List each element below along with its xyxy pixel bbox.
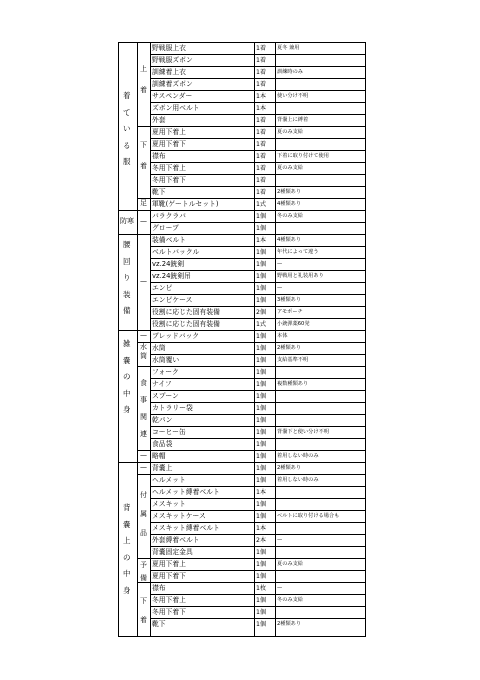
table-row — [150, 486, 366, 498]
table-row — [150, 138, 366, 150]
item-name: ヘルメット縛着ベルト — [152, 488, 220, 496]
item-name: 襟布 — [152, 152, 166, 160]
quantity: 1個 — [256, 549, 267, 556]
item-name: vz.24銃剣吊 — [152, 272, 191, 280]
subgroup-divider — [137, 126, 150, 127]
table-row — [150, 54, 366, 66]
item-name: ズボン用ベルト — [152, 104, 200, 112]
item-name: 背嚢上 — [152, 464, 173, 472]
remark: 下着に取り付けて使用 — [277, 153, 329, 159]
item-name: エンピケース — [152, 296, 193, 304]
remark: 支給基準不明 — [277, 357, 309, 363]
item-name: サスペンダー — [152, 92, 193, 100]
remark: 背嚢上に縛着 — [277, 117, 309, 123]
item-name: コーヒー缶 — [152, 428, 186, 436]
item-name: 水筒覆い — [152, 356, 180, 364]
quantity: 1個 — [256, 477, 267, 484]
quantity: 1個 — [256, 381, 267, 388]
quantity: 2個 — [256, 309, 267, 316]
remark: 夏のみ支給 — [277, 129, 303, 135]
remark: 本体 — [277, 333, 288, 339]
quantity: 1着 — [256, 57, 267, 64]
quantity: 1個 — [256, 513, 267, 520]
remark: 着用しない時のみ — [277, 453, 319, 459]
item-name: フォーク — [152, 368, 179, 376]
item-name: 装備ベルト — [152, 236, 186, 244]
table-row — [150, 594, 366, 606]
table-row — [150, 414, 366, 426]
item-name: バラクラバ — [152, 212, 186, 220]
quantity: 1個 — [256, 453, 267, 460]
table-row — [150, 126, 366, 138]
table-row — [150, 246, 366, 258]
quantity: 1個 — [256, 213, 267, 220]
table-row — [150, 402, 366, 414]
remark: ベルトに取り付ける場合も — [277, 513, 340, 519]
category-sundry: 雑 嚢 の 中 身 — [123, 339, 131, 414]
table-row — [150, 522, 366, 534]
item-name: 襟布 — [152, 584, 166, 592]
qty-divider — [275, 42, 276, 637]
subcategory-meal: 食 事 関 連 — [140, 379, 147, 438]
table-row — [150, 462, 366, 474]
table-border-right — [365, 42, 366, 637]
remark: 冬のみ支給 — [277, 597, 303, 603]
item-name: 訓練着ズボン — [152, 80, 193, 88]
quantity: 1本 — [256, 237, 267, 244]
subcategory-upper: 上 着 — [140, 65, 147, 94]
item-name: 水筒 — [152, 344, 166, 352]
item-name: 夏用下着上 — [152, 560, 186, 568]
item-name: vz.24銃剣 — [152, 260, 184, 268]
quantity: 1個 — [256, 417, 267, 424]
table-row — [150, 342, 366, 354]
quantity: 1着 — [256, 141, 267, 148]
table-row — [150, 618, 366, 630]
table-row — [150, 234, 366, 246]
remark: — — [277, 585, 283, 591]
table-row — [150, 150, 366, 162]
quantity: 1着 — [256, 189, 267, 196]
remark: 3種類あり — [277, 297, 302, 303]
table-border-bottom — [118, 636, 366, 637]
table-row — [150, 210, 366, 222]
quantity: 1個 — [256, 465, 267, 472]
quantity: 1着 — [256, 69, 267, 76]
item-name: 靴下 — [152, 188, 166, 196]
remark: 着用しない時のみ — [277, 477, 319, 483]
item-name: ヘルメット — [152, 476, 186, 484]
group-divider — [118, 210, 150, 211]
item-name: 役割に応じた固有装備 — [152, 308, 220, 316]
quantity: 1着 — [256, 177, 267, 184]
item-name: カトラリー袋 — [152, 404, 193, 412]
quantity: 1本 — [256, 489, 267, 496]
item-name: 野戦服上衣 — [152, 44, 186, 52]
item-name: ナイフ — [152, 380, 172, 388]
quantity: 1着 — [256, 165, 267, 172]
category-clothing: 着 て い る 服 — [123, 91, 131, 166]
table-row — [150, 282, 366, 294]
item-name: 外套縛着ベルト — [152, 536, 200, 544]
subcategory-lower-spare: 下 着 — [140, 597, 147, 624]
quantity: 1個 — [256, 333, 267, 340]
subgroup-divider — [137, 474, 150, 475]
remark: — — [277, 285, 283, 291]
category-belt: 腰 回 り 装 備 — [123, 240, 131, 315]
remark: 4種類あり — [277, 237, 302, 243]
item-name: 役割に応じた固有装備 — [152, 320, 220, 328]
table-row — [150, 366, 366, 378]
item-name: 軍靴(ゲートルセット) — [152, 200, 219, 208]
quantity: 2本 — [256, 537, 267, 544]
quantity: 1枚 — [256, 585, 267, 592]
quantity: 1個 — [256, 441, 267, 448]
quantity: 1個 — [256, 345, 267, 352]
table-row — [150, 450, 366, 462]
quantity: 1本 — [256, 93, 267, 100]
remark: 夏のみ支給 — [277, 561, 303, 567]
subgroup-divider — [137, 558, 150, 559]
quantity: 1着 — [256, 117, 267, 124]
item-name: ベルトバックル — [152, 248, 200, 256]
remark: 背嚢下と使い分け不明 — [277, 429, 329, 435]
quantity: 1個 — [256, 621, 267, 628]
subcategory-lower: 下 着 — [140, 141, 147, 170]
table-row — [150, 174, 366, 186]
remark: 夏冬 兼用 — [277, 45, 300, 51]
subcategory-canteen: 水 筒 — [140, 343, 147, 360]
remark: 夏のみ支給 — [277, 165, 303, 171]
table-row — [150, 318, 366, 330]
item-name: 野戦服ズボン — [152, 56, 193, 64]
quantity: 1式 — [256, 321, 267, 328]
subcategory-accessory: 付 属 品 — [140, 491, 147, 537]
table-row — [150, 498, 366, 510]
category-divider — [137, 42, 138, 637]
table-row — [150, 330, 366, 342]
item-name: 冬用下着下 — [152, 176, 186, 184]
remark: 野戦用と礼装用あり — [277, 273, 324, 279]
subcategory-foot: 足 — [140, 199, 147, 207]
table-border-left — [118, 42, 119, 637]
table-row — [150, 186, 366, 198]
item-name: メスキットケース — [152, 512, 206, 520]
table-row — [150, 102, 366, 114]
item-name: 背嚢固定金具 — [152, 548, 193, 556]
item-name: グローブ — [152, 224, 179, 232]
item-name: 訓練着上衣 — [152, 68, 186, 76]
item-name: 外套 — [152, 116, 166, 124]
subcategory-divider — [150, 42, 151, 637]
remark: 2種類あり — [277, 189, 302, 195]
item-name: スプーン — [152, 392, 179, 400]
item-name: 夏用下着下 — [152, 572, 186, 580]
table-row — [150, 474, 366, 486]
item-name: エンピ — [152, 284, 173, 292]
subcategory-belt-dash: — — [140, 277, 147, 285]
remark: 使い分け不明 — [277, 93, 309, 99]
item-name: 食品袋 — [152, 440, 173, 448]
quantity: 1個 — [256, 609, 267, 616]
remark: 2種類あり — [277, 465, 302, 471]
table-row — [150, 162, 366, 174]
table-row — [150, 258, 366, 270]
subgroup-divider — [137, 366, 150, 367]
table-row — [150, 438, 366, 450]
subgroup-divider — [137, 582, 150, 583]
subcategory-spare: 予 備 — [140, 561, 147, 582]
table-row — [150, 510, 366, 522]
table-row — [150, 294, 366, 306]
table-row — [150, 78, 366, 90]
quantity: 1着 — [256, 81, 267, 88]
quantity: 1個 — [256, 369, 267, 376]
quantity: 1個 — [256, 297, 267, 304]
quantity: 1個 — [256, 249, 267, 256]
item-name: 靴下 — [152, 620, 166, 628]
item-name: ブレッドバック — [152, 332, 200, 340]
remark: 2種類あり — [277, 345, 302, 351]
quantity: 1個 — [256, 501, 267, 508]
subcategory-bread-dash: — — [140, 331, 147, 339]
remark: 複数種類あり — [277, 381, 309, 387]
table-row — [150, 546, 366, 558]
item-divider — [254, 42, 255, 637]
subcategory-cold-dash: — — [140, 217, 147, 225]
table-row — [150, 558, 366, 570]
item-name: 乾パン — [152, 416, 173, 424]
group-divider — [118, 234, 150, 235]
quantity: 1個 — [256, 561, 267, 568]
item-name: 夏用下着上 — [152, 128, 186, 136]
quantity: 1個 — [256, 429, 267, 436]
remark: 年代によって違う — [277, 249, 319, 255]
table-row — [150, 570, 366, 582]
quantity: 1個 — [256, 573, 267, 580]
quantity: 1個 — [256, 597, 267, 604]
table-row — [150, 354, 366, 366]
table-row — [150, 222, 366, 234]
quantity: 1個 — [256, 261, 267, 268]
quantity: 1着 — [256, 129, 267, 136]
remark: 冬のみ支給 — [277, 213, 303, 219]
item-name: 夏用下着下 — [152, 140, 186, 148]
quantity: 1本 — [256, 525, 267, 532]
table-row — [150, 306, 366, 318]
quantity: 1個 — [256, 285, 267, 292]
quantity: 1式 — [256, 201, 267, 208]
remark: アモポーチ — [277, 309, 303, 315]
quantity: 1着 — [256, 45, 267, 52]
table-row — [150, 426, 366, 438]
remark: — — [277, 261, 283, 267]
table-row — [150, 378, 366, 390]
equipment-table — [118, 42, 366, 637]
table-row — [150, 114, 366, 126]
item-name: メスキット — [152, 500, 186, 508]
quantity: 1個 — [256, 273, 267, 280]
table-border-top — [118, 42, 366, 43]
table-row — [150, 390, 366, 402]
subcategory-pack-dash: — — [140, 463, 147, 471]
quantity: 1個 — [256, 405, 267, 412]
table-row — [150, 582, 366, 594]
table-row — [150, 42, 366, 54]
remark: 小銃弾薬60発 — [277, 321, 310, 327]
item-name: メスキット縛着ベルト — [152, 524, 220, 532]
quantity: 1着 — [256, 153, 267, 160]
remark: 4種類あり — [277, 201, 302, 207]
table-row — [150, 90, 366, 102]
item-name: 冬用下着上 — [152, 164, 186, 172]
remark: — — [277, 537, 283, 543]
table-row — [150, 606, 366, 618]
category-cold: 防寒 — [120, 217, 134, 225]
remark: 訓練時のみ — [277, 69, 303, 75]
table-row — [150, 66, 366, 78]
category-backpack: 背 嚢 上 の 中 身 — [123, 503, 131, 595]
quantity: 1個 — [256, 225, 267, 232]
subcategory-cap-dash: — — [140, 451, 147, 459]
table-row — [150, 534, 366, 546]
quantity: 1個 — [256, 393, 267, 400]
table-row — [150, 198, 366, 210]
quantity: 1個 — [256, 357, 267, 364]
item-name: 略帽 — [152, 452, 166, 460]
quantity: 1本 — [256, 105, 267, 112]
item-name: 冬用下着上 — [152, 596, 186, 604]
table-row — [150, 270, 366, 282]
item-name: 冬用下着下 — [152, 608, 186, 616]
remark: 2種類あり — [277, 621, 302, 627]
